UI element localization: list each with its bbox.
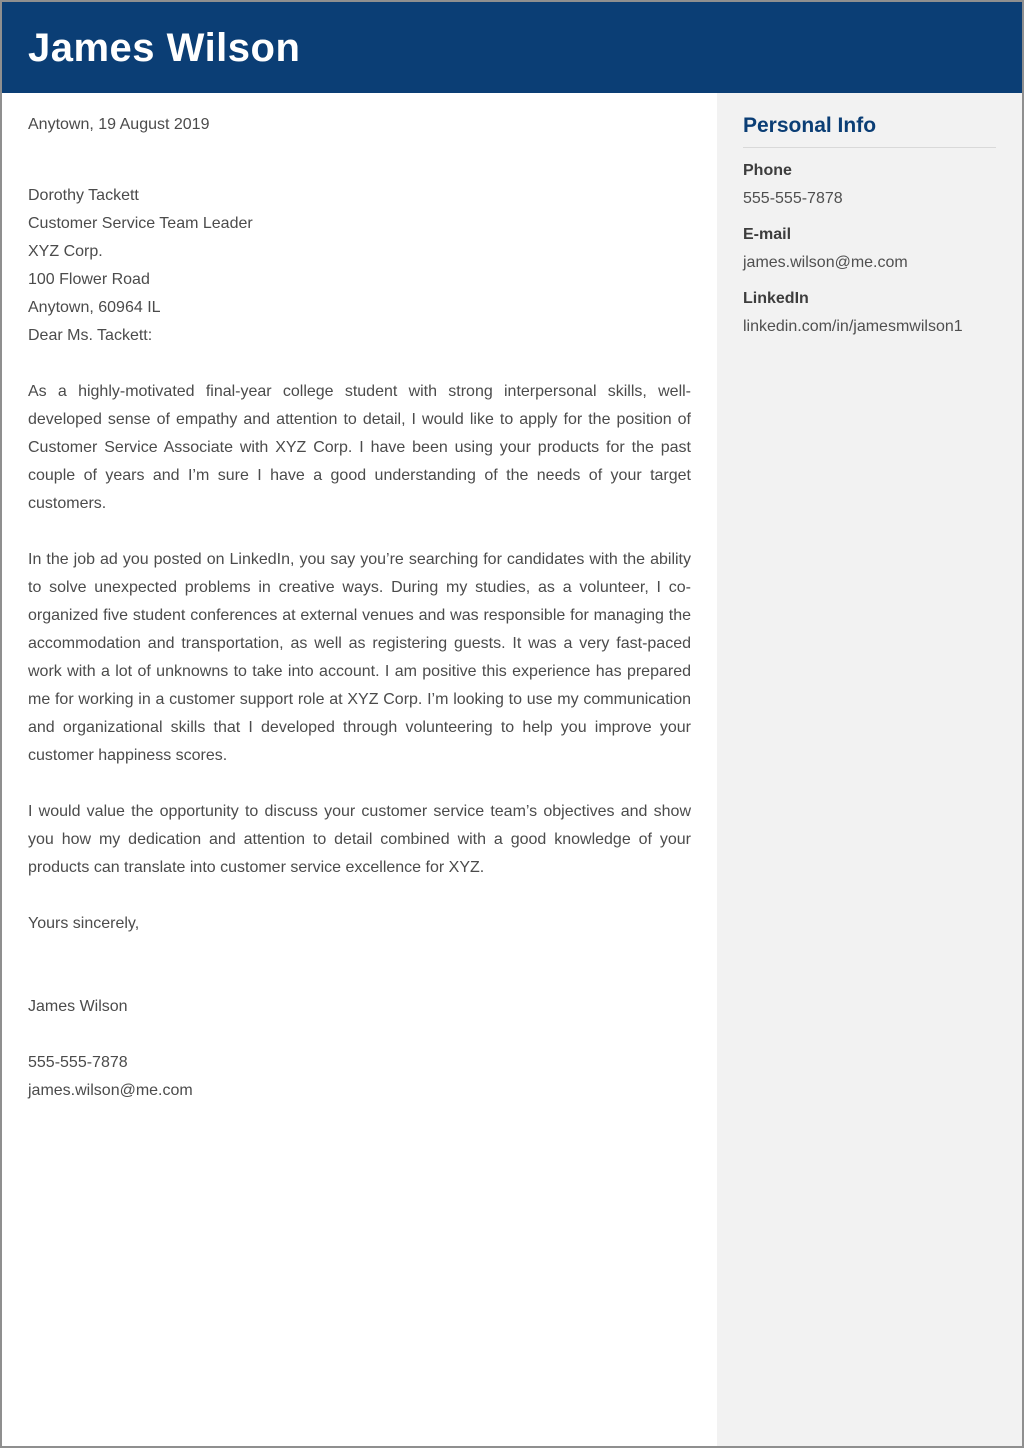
info-value: linkedin.com/in/jamesmwilson1	[743, 318, 963, 335]
applicant-name: James Wilson	[28, 25, 301, 70]
info-group-email	[743, 221, 996, 277]
recipient-line: 100 Flower Road	[28, 271, 150, 288]
signature-contacts	[28, 1049, 691, 1105]
letter-header	[2, 2, 1022, 93]
date-line: Anytown, 19 August 2019	[28, 116, 210, 133]
recipient-line: Customer Service Team Leader	[28, 215, 253, 232]
signature-email: james.wilson@me.com	[28, 1082, 193, 1099]
letter-body-column	[2, 93, 717, 1446]
salutation: Dear Ms. Tackett:	[28, 327, 153, 344]
info-label: LinkedIn	[743, 290, 809, 307]
recipient-line: Anytown, 60964 IL	[28, 299, 161, 316]
letter-paragraph: As a highly-motivated final-year college student with strong interpersonal skills, well-developed sense of empathy and attention to detail, I would like to apply for the position of Customer Service Associate with XYZ Corp. I have been using your products for the past couple of years and I’m sure I have a good understanding of the needs of your target customers.	[28, 383, 691, 512]
signature-name: James Wilson	[28, 998, 128, 1015]
info-group-phone	[743, 157, 996, 213]
letter-paragraph: In the job ad you posted on LinkedIn, you say you’re searching for candidates with the ability to solve unexpected problems in creative ways. During my studies, as a volunteer, I co-organized five student conferences at external venues and was responsible for managing the accommodation and transportation, as well as registering guests. It was a very fast-paced work with a lot of unknowns to take into account. I am positive this experience has prepared me for working in a customer support role at XYZ Corp. I’m looking to use my communication and organizational skills that I developed through volunteering to help you improve your customer happiness scores.	[28, 551, 691, 764]
letter-paragraph: I would value the opportunity to discuss your customer service team’s objectives and show you how my dedication and attention to detail combined with a good knowledge of your products can translate into customer service excellence for XYZ.	[28, 803, 691, 876]
info-label: E-mail	[743, 226, 792, 243]
info-group-linkedin	[743, 285, 996, 341]
info-label: Phone	[743, 162, 792, 179]
closing-line: Yours sincerely,	[28, 915, 140, 932]
recipient-line: XYZ Corp.	[28, 243, 103, 260]
recipient-block	[28, 182, 691, 322]
sidebar-divider	[743, 147, 996, 148]
sidebar-title: Personal Info	[743, 114, 877, 137]
info-value: james.wilson@me.com	[743, 254, 908, 271]
signature-phone: 555-555-7878	[28, 1054, 128, 1071]
personal-info-panel	[717, 93, 1022, 1446]
info-value: 555-555-7878	[743, 190, 843, 207]
letter-content	[2, 93, 1022, 1446]
recipient-line: Dorothy Tackett	[28, 187, 139, 204]
